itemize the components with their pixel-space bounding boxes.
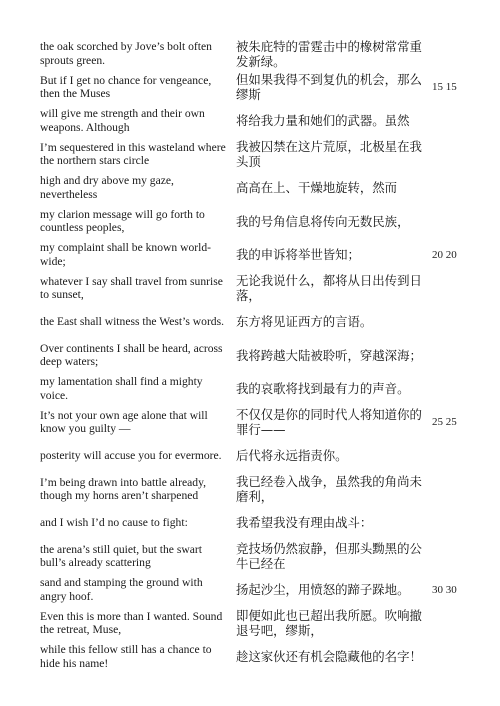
english-line: my lamentation shall find a mighty voice. [40, 375, 203, 402]
text-row [40, 640, 480, 674]
chinese-line: 我的哀歌将找到最有力的声音。 [236, 381, 410, 397]
line-number: 15 15 [432, 81, 457, 94]
english-line: I’m sequestered in this wasteland where the northern stars circle [40, 140, 226, 168]
chinese-line: 无论我说什么，都将从日出传到日落， [236, 273, 422, 304]
chinese-line: 被朱庇特的雷霆击中的橡树常常重发新绿。 [236, 38, 422, 69]
chinese-line: 我将跨越大陆被聆听，穿越深海； [236, 347, 422, 363]
english-line: But if I get no chance for vengeance, then the Muses [40, 73, 212, 101]
chinese-line: 后代将永远指责你。 [236, 448, 348, 464]
text-row [40, 540, 480, 574]
chinese-line: 竞技场仍然寂静，但那头黝黑的公牛已经在 [236, 541, 422, 572]
chinese-line: 即便如此也已超出我所愿。吹响撤退号吧，缪斯， [236, 608, 422, 639]
chinese-line: 东方将见证西方的言语。 [236, 314, 373, 330]
text-row [40, 473, 480, 507]
text-row [40, 71, 480, 105]
line-number: 20 20 [432, 248, 457, 261]
chinese-line: 我被囚禁在这片荒原，北极星在我头顶 [236, 139, 422, 170]
text-row [40, 439, 480, 473]
english-line: I’m being drawn into battle already, though my horns aren’t sharpened [40, 475, 207, 503]
english-line: the arena’s still quiet, but the swart bull’s already scattering [40, 542, 202, 570]
english-line: my complaint shall be known world-wide; [40, 241, 211, 268]
text-row [40, 372, 480, 406]
text-row [40, 506, 480, 540]
text-row [40, 339, 480, 373]
text-row [40, 573, 480, 607]
chinese-line: 趁这家伙还有机会隐藏他的名字！ [236, 649, 422, 665]
english-line: posterity will accuse you for evermore. [40, 449, 222, 462]
english-line: while this fellow still has a chance to hide his name! [40, 643, 212, 670]
text-row [40, 37, 480, 71]
english-line: the oak scorched by Jove’s bolt often sprouts green. [40, 40, 212, 67]
chinese-line: 我的号角信息将传向无数民族， [236, 213, 410, 229]
english-line: It’s not your own age alone that will know you guilty — [40, 408, 208, 436]
text-row [40, 138, 480, 172]
english-line: my clarion message will go forth to countless peoples, [40, 207, 205, 235]
text-row [40, 171, 480, 205]
chinese-line: 高高在上、干燥地旋转，然而 [236, 180, 398, 196]
chinese-line: 我希望我没有理由战斗： [236, 515, 373, 531]
chinese-line: 不仅仅是你的同时代人将知道你的罪行—— [236, 407, 422, 438]
chinese-line: 但如果我得不到复仇的机会，那么缪斯 [236, 72, 422, 103]
text-row [40, 104, 480, 138]
text-row [40, 272, 480, 306]
chinese-line: 将给我力量和她们的武器。虽然 [236, 113, 410, 129]
english-line: and I wish I’d no cause to fight: [40, 516, 188, 529]
english-line: the East shall witness the West’s words. [40, 315, 225, 328]
english-line: Over continents I shall be heard, across deep waters; [40, 341, 223, 369]
english-line: high and dry above my gaze, nevertheless [40, 174, 174, 201]
chinese-line: 我已经卷入战争，虽然我的角尚未磨利， [236, 474, 422, 505]
chinese-line: 扬起沙尘，用愤怒的蹄子跺地。 [236, 582, 410, 598]
chinese-line: 我的申诉将举世皆知； [236, 247, 360, 263]
english-line: will give me strength and their own weapons. Although [40, 107, 205, 134]
english-line: Even this is more than I wanted. Sound the retreat, Muse, [40, 609, 223, 637]
line-number: 25 25 [432, 416, 457, 429]
english-line: sand and stamping the ground with angry hoof. [40, 576, 203, 603]
english-line: whatever I say shall travel from sunrise to sunset, [40, 274, 223, 302]
text-row [40, 305, 480, 339]
text-row [40, 205, 480, 239]
line-number: 30 30 [432, 583, 457, 596]
text-row [40, 406, 480, 440]
text-row [40, 607, 480, 641]
parallel-text [40, 37, 480, 674]
text-row [40, 238, 480, 272]
